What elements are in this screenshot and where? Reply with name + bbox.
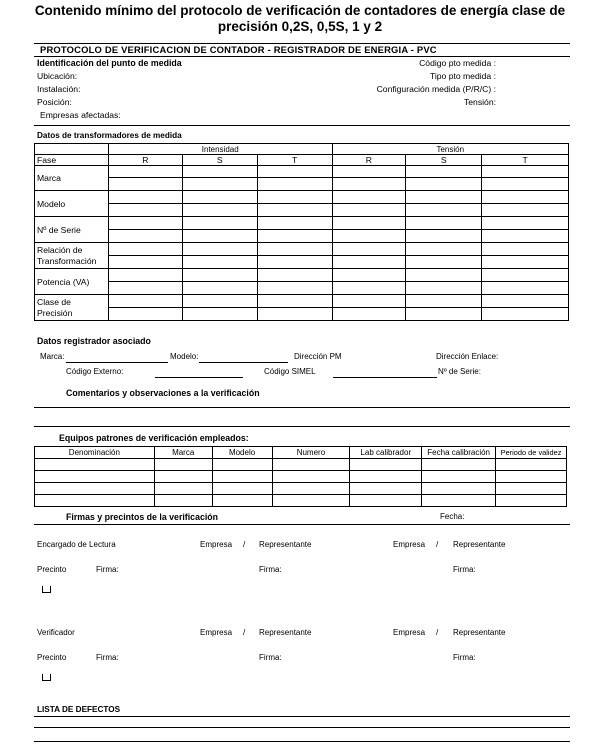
cell[interactable]	[482, 178, 569, 191]
cell[interactable]	[182, 282, 257, 295]
phase-header: T	[482, 155, 569, 166]
cell[interactable]	[35, 495, 155, 507]
cell[interactable]	[108, 243, 182, 256]
cell[interactable]	[108, 217, 182, 230]
group-intensidad: Intensidad	[108, 144, 332, 155]
registrador-heading: Datos registrador asociado	[37, 336, 151, 346]
cell[interactable]	[257, 243, 332, 256]
empresa-label: Empresa	[393, 540, 426, 549]
direccion-enlace-label: Dirección Enlace:	[436, 352, 499, 361]
cell[interactable]	[257, 308, 332, 321]
equipos-col-header: Numero	[272, 447, 350, 459]
cell[interactable]	[332, 308, 406, 321]
precinto-label: Precinto	[37, 565, 67, 574]
phase-header: S	[182, 155, 257, 166]
cell[interactable]	[406, 217, 482, 230]
cell[interactable]	[108, 178, 182, 191]
firma-label: Firma:	[96, 653, 119, 662]
cell[interactable]	[182, 308, 257, 321]
row-label-clase: Clase de Precisión	[35, 295, 109, 321]
cell[interactable]	[332, 243, 406, 256]
cell[interactable]	[332, 166, 406, 178]
cell[interactable]	[212, 495, 272, 507]
tipo-pto-label: Tipo pto medida :	[429, 71, 496, 81]
cell[interactable]	[212, 459, 272, 471]
cell[interactable]	[257, 256, 332, 269]
row-label-num-serie: Nº de Serie	[35, 217, 109, 243]
firmas-rule	[34, 524, 570, 525]
cell[interactable]	[422, 495, 496, 507]
cell[interactable]	[154, 495, 212, 507]
firma-label: Firma:	[259, 565, 282, 574]
cell[interactable]	[422, 471, 496, 483]
cell[interactable]	[108, 230, 182, 243]
cell[interactable]	[350, 483, 422, 495]
cell[interactable]	[212, 471, 272, 483]
header-bottom-rule	[34, 56, 570, 57]
defectos-line-1[interactable]	[34, 716, 570, 717]
cell[interactable]	[182, 178, 257, 191]
comentarios-line-2[interactable]	[34, 426, 570, 427]
cell[interactable]	[332, 256, 406, 269]
posicion-label: Posición:	[37, 97, 72, 107]
cell[interactable]	[108, 191, 182, 204]
defectos-heading: LISTA DE DEFECTOS	[37, 705, 121, 714]
cell[interactable]	[257, 217, 332, 230]
tension-label: Tensión:	[463, 97, 496, 107]
equipos-col-header: Denominación	[35, 447, 155, 459]
cell[interactable]	[35, 483, 155, 495]
cell[interactable]	[35, 459, 155, 471]
registrador-num-serie-label: Nº de Serie:	[438, 367, 481, 376]
cell[interactable]	[482, 256, 569, 269]
ident-bottom-rule	[34, 125, 570, 126]
precinto-checkbox-icon[interactable]	[42, 586, 51, 593]
cell[interactable]	[108, 308, 182, 321]
cell[interactable]	[406, 191, 482, 204]
cell[interactable]	[154, 459, 212, 471]
slash-separator: /	[436, 540, 439, 549]
equipos-table	[34, 446, 567, 507]
group-tension: Tensión	[332, 144, 569, 155]
cell[interactable]	[154, 483, 212, 495]
cell[interactable]	[272, 459, 350, 471]
cell[interactable]	[406, 230, 482, 243]
registrador-marca-label: Marca:	[40, 352, 65, 361]
row-label-relacion: Relación de Transformación	[35, 243, 109, 269]
cell[interactable]	[482, 243, 569, 256]
cell[interactable]	[350, 459, 422, 471]
transformers-heading: Datos de transformadores de medida	[37, 131, 182, 140]
cell[interactable]	[272, 495, 350, 507]
codigo-simel-label: Código SIMEL	[264, 367, 316, 376]
direccion-pm-label: Dirección PM	[294, 352, 342, 361]
comentarios-heading: Comentarios y observaciones a la verificación	[66, 388, 260, 398]
registrador-marca-field[interactable]	[66, 362, 168, 363]
equipos-col-header: Periodo de validez	[496, 447, 567, 459]
document-title-line2: precisión 0,2S, 0,5S, 1 y 2	[217, 19, 383, 34]
cell[interactable]	[406, 243, 482, 256]
firma-label: Firma:	[453, 565, 476, 574]
cell[interactable]	[482, 308, 569, 321]
phase-header: R	[108, 155, 182, 166]
cell[interactable]	[422, 459, 496, 471]
slash-separator: /	[436, 628, 439, 637]
firma-label: Firma:	[259, 653, 282, 662]
cell[interactable]	[108, 269, 182, 282]
cell[interactable]	[182, 256, 257, 269]
comentarios-line-1[interactable]	[34, 407, 570, 408]
cell[interactable]	[154, 471, 212, 483]
cell[interactable]	[482, 166, 569, 178]
fecha-label: Fecha:	[440, 512, 465, 521]
firma-label: Firma:	[96, 565, 119, 574]
cell[interactable]	[350, 471, 422, 483]
defectos-line-2[interactable]	[34, 727, 570, 728]
cell[interactable]	[482, 217, 569, 230]
cell[interactable]	[108, 256, 182, 269]
row-label-potencia: Potencia (VA)	[35, 269, 109, 295]
ubicacion-label: Ubicación:	[37, 71, 78, 81]
cell[interactable]	[332, 230, 406, 243]
cell[interactable]	[332, 269, 406, 282]
cell[interactable]	[496, 471, 567, 483]
phase-header: R	[332, 155, 406, 166]
registrador-modelo-field[interactable]	[199, 362, 288, 363]
precinto-checkbox-icon[interactable]	[42, 674, 51, 681]
phase-header: S	[406, 155, 482, 166]
cell[interactable]	[272, 483, 350, 495]
equipos-col-header: Fecha calibración	[422, 447, 496, 459]
cell[interactable]	[482, 282, 569, 295]
empresas-afectadas-label: Empresas afectadas:	[40, 110, 121, 120]
cell[interactable]	[182, 204, 257, 217]
cell[interactable]	[332, 191, 406, 204]
row-label-marca: Marca	[35, 166, 109, 191]
cell[interactable]	[406, 166, 482, 178]
cell[interactable]	[332, 295, 406, 308]
cell[interactable]	[182, 295, 257, 308]
equipos-col-header: Modelo	[212, 447, 272, 459]
cell[interactable]	[108, 166, 182, 178]
representante-label: Representante	[259, 540, 312, 549]
codigo-externo-field[interactable]	[155, 377, 243, 378]
equipos-col-header: Lab calibrador	[350, 447, 422, 459]
cell[interactable]	[406, 295, 482, 308]
cell[interactable]	[272, 471, 350, 483]
cell[interactable]	[406, 282, 482, 295]
verificador-label: Verificador	[37, 628, 75, 637]
cell[interactable]	[182, 217, 257, 230]
cell[interactable]	[108, 204, 182, 217]
cell[interactable]	[482, 295, 569, 308]
representante-label: Representante	[453, 628, 506, 637]
defectos-line-3[interactable]	[34, 741, 570, 742]
equipos-heading: Equipos patrones de verificación empleados:	[59, 433, 249, 443]
cell[interactable]	[406, 256, 482, 269]
encargado-label: Encargado de Lectura	[37, 540, 116, 549]
cell[interactable]	[482, 230, 569, 243]
cell[interactable]	[350, 495, 422, 507]
phase-header: T	[257, 155, 332, 166]
cell[interactable]	[257, 178, 332, 191]
cell[interactable]	[496, 459, 567, 471]
cell[interactable]	[422, 483, 496, 495]
cell[interactable]	[182, 269, 257, 282]
cell[interactable]	[332, 282, 406, 295]
cell[interactable]	[108, 282, 182, 295]
cell[interactable]	[332, 217, 406, 230]
codigo-pto-label: Código pto medida :	[419, 58, 496, 68]
cell[interactable]	[257, 282, 332, 295]
codigo-simel-field[interactable]	[333, 377, 437, 378]
slash-separator: /	[243, 540, 246, 549]
firmas-heading: Firmas y precintos de la verificación	[66, 512, 219, 522]
cell[interactable]	[496, 483, 567, 495]
transformers-table	[34, 143, 569, 321]
cell[interactable]	[257, 269, 332, 282]
cell[interactable]	[257, 230, 332, 243]
slash-separator: /	[243, 628, 246, 637]
cell[interactable]	[482, 269, 569, 282]
cell[interactable]	[406, 308, 482, 321]
cell[interactable]	[257, 295, 332, 308]
cell[interactable]	[496, 495, 567, 507]
cell[interactable]	[182, 191, 257, 204]
cell[interactable]	[182, 230, 257, 243]
cell[interactable]	[406, 204, 482, 217]
cell[interactable]	[332, 178, 406, 191]
cell[interactable]	[182, 166, 257, 178]
cell[interactable]	[257, 166, 332, 178]
configuracion-label: Configuración medida (P/R/C) :	[376, 84, 496, 94]
cell[interactable]	[182, 243, 257, 256]
cell[interactable]	[108, 295, 182, 308]
protocol-header: PROTOCOLO DE VERIFICACION DE CONTADOR - REGISTRADOR DE ENERGIA - PVC	[40, 44, 437, 55]
cell[interactable]	[482, 191, 569, 204]
cell[interactable]	[212, 483, 272, 495]
equipos-col-header: Marca	[154, 447, 212, 459]
cell[interactable]	[332, 204, 406, 217]
cell[interactable]	[406, 269, 482, 282]
registrador-modelo-label: Modelo:	[170, 352, 199, 361]
empresa-label: Empresa	[393, 628, 426, 637]
cell[interactable]	[35, 471, 155, 483]
firma-label: Firma:	[453, 653, 476, 662]
ident-heading: Identificación del punto de medida	[37, 58, 182, 68]
precinto-label: Precinto	[37, 653, 67, 662]
empresa-label: Empresa	[200, 540, 233, 549]
cell[interactable]	[257, 204, 332, 217]
cell[interactable]	[406, 178, 482, 191]
document-title-line1: Contenido mínimo del protocolo de verificación de contadores de energía clase de	[34, 3, 566, 18]
representante-label: Representante	[453, 540, 506, 549]
cell[interactable]	[257, 191, 332, 204]
col-fase: Fase	[35, 155, 109, 166]
empresa-label: Empresa	[200, 628, 233, 637]
cell[interactable]	[482, 204, 569, 217]
representante-label: Representante	[259, 628, 312, 637]
codigo-externo-label: Código Externo:	[66, 367, 124, 376]
row-label-modelo: Modelo	[35, 191, 109, 217]
instalacion-label: Instalación:	[37, 84, 81, 94]
